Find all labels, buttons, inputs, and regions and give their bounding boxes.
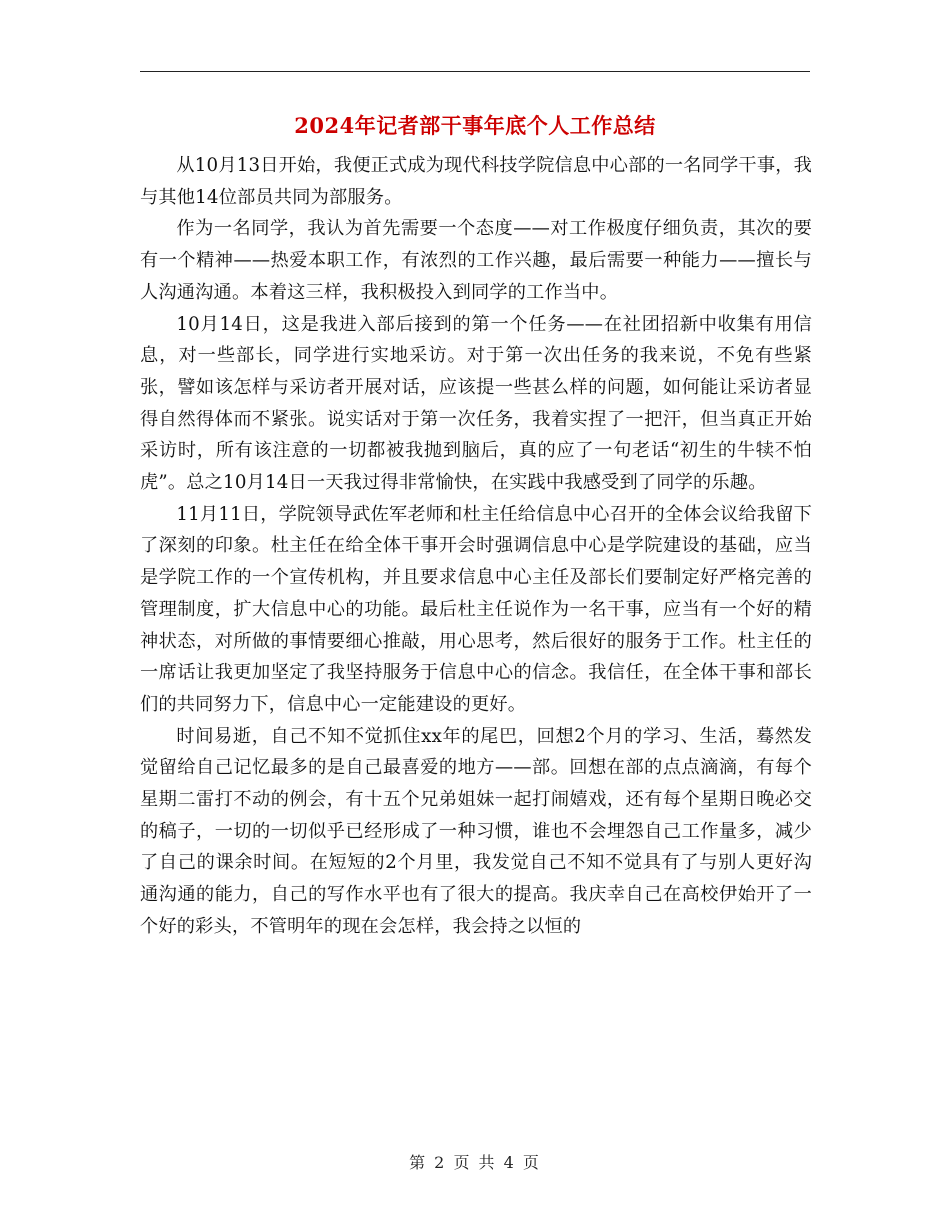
document-body [140,150,812,943]
document-title: 2024年记者部干事年底个人工作总结 [294,113,656,138]
paragraph-5: 时间易逝，自己不知不觉抓住xx年的尾巴，回想2个月的学习、生活，蓦然发觉留给自己记忆最多的是自己最喜爱的地方——部。回想在部的点点滴滴，有每个星期二雷打不动的例会，有十五个兄弟姐妹一起打闹嬉戏，还有每个星期日晚必交的稿子，一切的一切似乎已经形成了一种习惯，谁也不会埋怨自己工作量多，减少了自己的课余时间。在短短的2个月里，我发觉自己不知不觉具有了与别人更好沟通沟通的能力，自己的写作水平也有了很大的提高。我庆幸自己在高校伊始开了一个好的彩头，不管明年的现在会怎样，我会持之以恒的 [140,725,812,937]
paragraph-1: 从10月13日开始，我便正式成为现代科技学院信息中心部的一名同学干事，我与其他14位部员共同为部服务。 [140,155,812,208]
header-rule [140,71,810,72]
paragraph-4: 11月11日，学院领导武佐军老师和杜主任给信息中心召开的全体会议给我留下了深刻的印象。杜主任在给全体干事开会时强调信息中心是学院建设的基础，应当是学院工作的一个宣传机构，并且要求信息中心主任及部长们要制定好严格完善的管理制度，扩大信息中心的功能。最后杜主任说作为一名干事，应当有一个好的精神状态，对所做的事情要细心推敲，用心思考，然后很好的服务于工作。杜主任的一席话让我更加坚定了我坚持服务于信息中心的信念。我信任，在全体干事和部长们的共同努力下，信息中心一定能建设的更好。 [140,503,812,715]
page-number: 第 2 页 共 4 页 [409,1153,541,1172]
paragraph-2: 作为一名同学，我认为首先需要一个态度——对工作极度仔细负责，其次的要有一个精神——热爱本职工作，有浓烈的工作兴趣，最后需要一种能力——擅长与人沟通沟通。本着这三样，我积极投入到同学的工作当中。 [140,218,812,303]
paragraph-3: 10月14日，这是我进入部后接到的第一个任务——在社团招新中收集有用信息，对一些部长，同学进行实地采访。对于第一次出任务的我来说，不免有些紧张，譬如该怎样与采访者开展对话，应该提一些甚么样的问题，如何能让采访者显得自然得体而不紧张。说实话对于第一次任务，我着实捏了一把汗，但当真正开始采访时，所有该注意的一切都被我抛到脑后，真的应了一句老话“初生的牛犊不怕虎”。总之10月14日一天我过得非常愉快，在实践中我感受到了同学的乐趣。 [140,313,812,494]
